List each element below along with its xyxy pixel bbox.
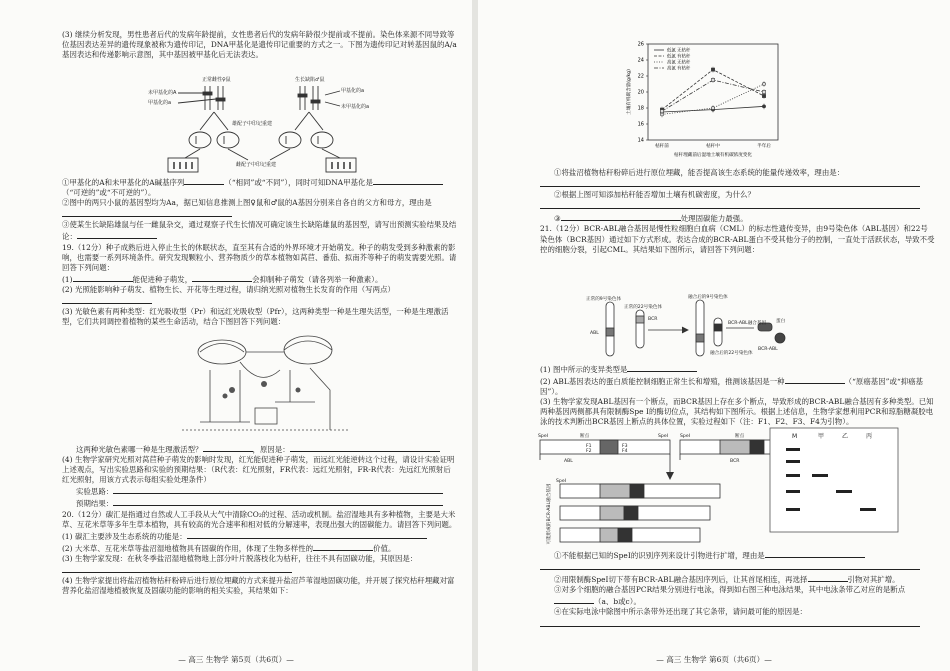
- label-center2: 雌配子中印记重建: [236, 162, 277, 168]
- x-tick-label: 枯秆前: [655, 144, 669, 149]
- y-tick-label: 18: [637, 105, 644, 112]
- x-tick-label: 枯秆中: [706, 144, 720, 149]
- label-male: 生长缺陷♂鼠: [295, 77, 325, 83]
- legend-label: 低氮 无枯秆: [667, 48, 691, 54]
- y-axis-label: 土壤有机碳含量(g/kg): [627, 69, 632, 115]
- q19-4b: 预期结果：: [62, 497, 457, 509]
- label-unmeth-a: 未甲基化的a: [341, 104, 370, 110]
- chart-svg: [618, 36, 788, 166]
- x-axis-label: 枯秆埋藏前后湿地土壤有机碳浓度变化: [673, 153, 753, 158]
- primer-f2: F2: [586, 449, 592, 454]
- label-bcr: BCR: [648, 317, 658, 322]
- page5-footer: — 高三 生物学 第5页（共6页）—: [178, 655, 294, 664]
- series-line: [662, 70, 764, 110]
- q21-3d: ④在实际电泳中除图中所示条带外还出现了其它条带，请问最可能的原因是：: [554, 607, 807, 617]
- q19-3: (3) 光敏色素有两种类型：红光吸收型（Pr）和远红光吸收型（Pfr），这两种类型一种是生理失活型，一种是生理激活型，它们共同调控着植物的某些生命活动，结合下图回答下列问题：: [62, 307, 449, 327]
- q19-4: (4) 生物学家研究光照对莴苣种子萌发的影响时发现，红光能促进种子萌发，而远红光能逆转这个过程，请设计实验证明上述观点，写出实验思路和实验的预期结果：（R代表：红光照射，FR代表：远红光照射，FR-R代表：先远红光照射后红光照射，用该方式表示每组实验处理条件）: [62, 455, 455, 485]
- legend-label: 高氮 有枯秆: [667, 66, 691, 72]
- page6-text-bottom: [540, 549, 935, 630]
- q3-3: ③使某生长缺陷雄鼠与任一雌鼠杂交，通过观察子代生长情况可确定该生长缺陷雄鼠的基因型，请写出预测实验结果及结论：: [62, 220, 457, 242]
- q20-3: (3) 生物学家发现：在秋冬季盐沼湿地植物地上部分叶片脱落枝化为枯秆，往往不具有固碳功能，其原因是：: [62, 554, 457, 576]
- spe-3: SpeⅠ: [680, 434, 691, 439]
- q19-4a: 实验思路：: [62, 485, 457, 497]
- label-abl: ABL: [590, 331, 599, 336]
- q20-intro: 20.（12分）碳汇是指通过自然或人工手段从大气中清除CO₂的过程、活动或机制。盐沼湿地具有多种植物，主要是大米草、互花米草等多年生草本植物，具有较高的光合速率和相对低的分解速率，表现出强大的固碳能力。请回答下列问题。: [62, 509, 457, 529]
- label-meth-a-male: 甲基化的a: [341, 88, 365, 94]
- spe-2: SpeⅠ: [658, 434, 669, 439]
- y-tick-label: 22: [637, 73, 644, 80]
- q21-intro: 21.（12分）BCR-ABL融合基因是慢性粒细胞白血病（CML）的标志性遗传变异，由9号染色体（ABL基因）和22号染色体（BCR基因）通过如下方式形成。表达合成的BCR-ABL蛋白不受其他分子的控制，一直处于活跃状态，导致不受控的细胞分裂，引起CML。其结果如下图所示，请回答下列问题：: [540, 224, 935, 254]
- chromosome-diagram: [578, 294, 798, 360]
- page6-text-top: [540, 168, 935, 255]
- page5-text-bottom: [62, 443, 457, 596]
- page6-text-mid: [540, 363, 935, 428]
- q20-1: (1) 碳汇主要涉及生态系统的功能是：: [62, 530, 457, 542]
- page5-text-mid: [62, 176, 457, 327]
- answer-line: [540, 178, 935, 190]
- label-meth-a: 甲基化的a: [148, 100, 172, 106]
- q21-1: (1) 图中所示的变异类型是: [540, 363, 935, 375]
- lane-m: M: [792, 433, 798, 440]
- q20-4c: ③ 处理固碳能力最强。: [554, 214, 748, 224]
- legend-label: 低氮 有枯秆: [667, 54, 691, 60]
- y-tick-label: 14: [637, 137, 644, 144]
- q3-intro: (3) 继续分析发现，男性患者后代的发病年龄提前，女性患者后代的发病年龄很少提前或不提前。染色体来源不同导致等位基因表达差异的遗传现象被称为遗传印记，DNA甲基化是遗传印记重要的方式之一。下图为遗传印记对转基因鼠的A/a基因表达和传递影响示意图，其中基因被甲基化后无法表达。: [62, 30, 457, 60]
- label-c9: 正常的9号染色体: [586, 297, 622, 302]
- label-fused9: 融合后的9号染色体: [688, 295, 728, 300]
- page6-footer: — 高三 生物学 第6页（共6页）—: [656, 655, 772, 664]
- y-tick-label: 20: [637, 89, 644, 96]
- label-bcrabl: BCR-ABL: [758, 347, 778, 352]
- q3-1: ①甲基化的A和未甲基化的A碱基序列 （“相同”或“不同”），同时可知DNA甲基化是（“可逆的”或“不可逆的”）。: [62, 176, 457, 198]
- q21-3: (3) 生物学家发现ABL基因有一个断点，而BCR基因上存在多个断点，导致形成的BCR-ABL融合基因有多种类型。已知两种基因两侧都具有限制酶Spe Ⅰ的酶切位点，其结构如下图所示。根据上述信息，生物学家想利用PCR和琼脂糖凝胶电泳的技术判断出BCR基因上断点的具体位置，实验过程如下（注：F1、F2、F3、F4为引物）。: [540, 397, 934, 427]
- answer-line: [540, 561, 935, 573]
- lane-yi: 乙: [842, 433, 849, 440]
- q21-3b: ②用限制酶SpeⅠ切下带有BCR-ABL融合基因序列后，让其首尾相连，再选择 引物对其扩增。: [554, 575, 900, 585]
- y-tick-label: 24: [637, 57, 644, 64]
- imprinting-diagram: [130, 72, 380, 174]
- spe-1: SpeⅠ: [538, 434, 549, 439]
- label-c22: 正常的22号染色体: [624, 305, 663, 310]
- q21-3a: ①不能根据已知的SpeⅠ的识别序列来设计引物进行扩增，理由是: [540, 549, 935, 561]
- lane-bing: 丙: [866, 433, 873, 440]
- label-unmeth-A: 未甲基化的A: [148, 90, 177, 96]
- page5-text-top: [62, 30, 457, 60]
- q20-2: (2) 大米草、互花米草等盐沼湿地植物具有固碳的作用，体现了生物多样性的 价值。: [62, 543, 396, 553]
- primer-f4: F4: [622, 449, 628, 454]
- q21-3c: ③对多个细胞的融合基因PCR结果分别进行电泳，得到如右图三种电泳结果，其中电泳条带乙对应的是断点（a、b或c）。: [554, 585, 906, 607]
- phytochrome-diagram: [180, 330, 350, 440]
- x-tick-label: 半年后: [757, 144, 771, 149]
- q19-intro: 19.（12分）种子成熟后进入停止生长的休眠状态，直至其有合适的外界环境才开始萌发。种子的萌发受到多种激素的影响，也需要一系列环境条件。研究发现颗粒小、营养物质少的草本植物如莴苣、番茄、拟南芥等种子的萌发需要光照。请回答下列问题：: [62, 242, 457, 272]
- bp-2: 断点: [735, 434, 745, 439]
- legend-label: 高氮 无枯秆: [667, 60, 691, 66]
- page-5: [0, 0, 472, 671]
- q19-2: (2) 光照能影响种子萌发、植物生长、开花等生理过程，请归纳光照对植物生长发育的作用（写两点）: [62, 285, 457, 307]
- y-tick-label: 26: [637, 41, 644, 48]
- page-6: [478, 0, 950, 671]
- spe-5: SpeⅠ: [556, 479, 567, 484]
- answer-line: [540, 618, 935, 630]
- q20-4: (4) 生物学家提出将盐沼植物枯秆粉碎后进行原位埋藏的方式来提升盐沼芦苇湿地固碳功能，并开展了探究枯秆埋藏对富营养化盐沼湿地植被恢复及固碳功能的影响的相关实验，其结果如下：: [62, 576, 455, 596]
- label-center: 雄配子中印记重建: [232, 121, 273, 127]
- label-protein: 蛋白: [776, 319, 786, 324]
- soil-carbon-chart: [618, 36, 788, 166]
- q20-4b: ②根据上图可知添加枯秆能否增加土壤有机碳密度，为什么？: [554, 190, 755, 200]
- lane-jia: 甲: [818, 433, 825, 440]
- q20-4a: ①将盐沼植物枯秆粉碎后进行原位埋藏，能否提高该生态系统的能量传递效率，理由是：: [554, 168, 845, 177]
- label-fusion: BCR-ABL融合基因: [728, 321, 767, 326]
- answer-line: [540, 200, 935, 212]
- gene-abl: ABL: [564, 459, 573, 464]
- y-tick-label: 16: [637, 121, 644, 128]
- q3-2: ②图中的两只小鼠的基因型均为Aa，据已知信息推测上图♀鼠和♂鼠的A基因分别来自各自的父方和母方，理由是: [62, 198, 457, 220]
- bp-1: 断点: [580, 434, 590, 439]
- label-female: 正常雌性♀鼠: [202, 77, 231, 83]
- gel-image: [770, 428, 898, 532]
- primer-f1: F1: [586, 444, 592, 449]
- primer-f3: F3: [622, 444, 628, 449]
- side-label: 可能形成的BCR-ABL融合基因: [547, 483, 552, 545]
- gene-bcr: BCR: [730, 459, 740, 464]
- q21-2: (2) ABL基因表达的蛋白质能控制细胞正常生长和增殖，推测该基因是一种 （“原癌基因”或“抑癌基因”）。: [540, 377, 924, 397]
- q19-1: (1) 能促进种子萌发， 会抑制种子萌发（请各列举一种激素）。: [62, 274, 383, 284]
- label-fused22: 融合后的22号染色体: [710, 351, 753, 356]
- q19-3a: 这两种光敏色素哪一种是生理激活型？ ，原因是：: [62, 443, 457, 455]
